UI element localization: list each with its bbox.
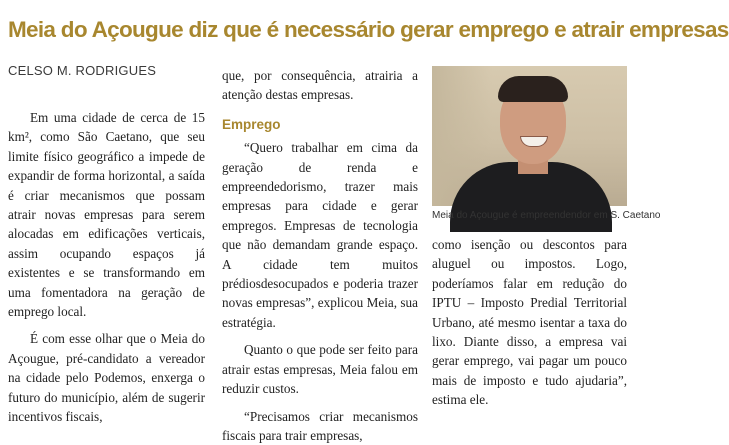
subheading: Emprego: [222, 115, 418, 134]
paragraph: Em uma cidade de cerca de 15 km², como São Caetano, que seu limite físico geográfico a impede de expandir de forma horizontal, a saída é criar mecanismos que possam atrair novas empresas para serem alocadas em edificações verticais, assim ocupando espaços já existentes e se transformando em uma fomentadora na geração de emprego local.: [8, 108, 205, 321]
paragraph: Quanto o que pode ser feito para atrair estas empresas, Meia falou em reduzir custos.: [222, 340, 418, 398]
paragraph: “Quero trabalhar em cima da geração de renda e empreendedorismo, trazer mais empresas para cidade e gerar empregos. Empresas de tecnologia que não demandam grande espaço. A cidade tem muitos prédiosdesocupados e poderia trazer novas empresas”, explicou Meia, sua estratégia.: [222, 138, 418, 332]
portrait-photo: [432, 66, 627, 206]
paragraph: “Precisamos criar mecanismos fiscais para trair empresas,: [222, 407, 418, 445]
paragraph: que, por consequência, atrairia a atenção destas empresas.: [222, 66, 418, 105]
photo-caption: Meia do Açougue é empreendendor em S. Caetano: [432, 210, 627, 221]
paragraph: como isenção ou descontos para aluguel ou impostos. Logo, poderíamos falar em redução do IPTU – Imposto Predial Territorial Urbano, até mesmo isentar a taxa do lixo. Diante disso, a empresa vai gerar emprego, vai pagar um pouco mais de imposto e tudo ajudaria”, estima ele.: [432, 235, 627, 410]
article-headline: Meia do Açougue diz que é necessário gerar emprego e atrair empresas: [8, 16, 628, 44]
column-1: [8, 108, 205, 427]
column-2: [222, 66, 418, 445]
column-3: [432, 235, 627, 410]
paragraph: É com esse olhar que o Meia do Açougue, pré-candidato a vereador na cidade pelo Podemos, enxerga o futuro do município, além de sugerir incentivos fiscais,: [8, 329, 205, 426]
author-byline: CELSO M. RODRIGUES: [8, 63, 156, 78]
